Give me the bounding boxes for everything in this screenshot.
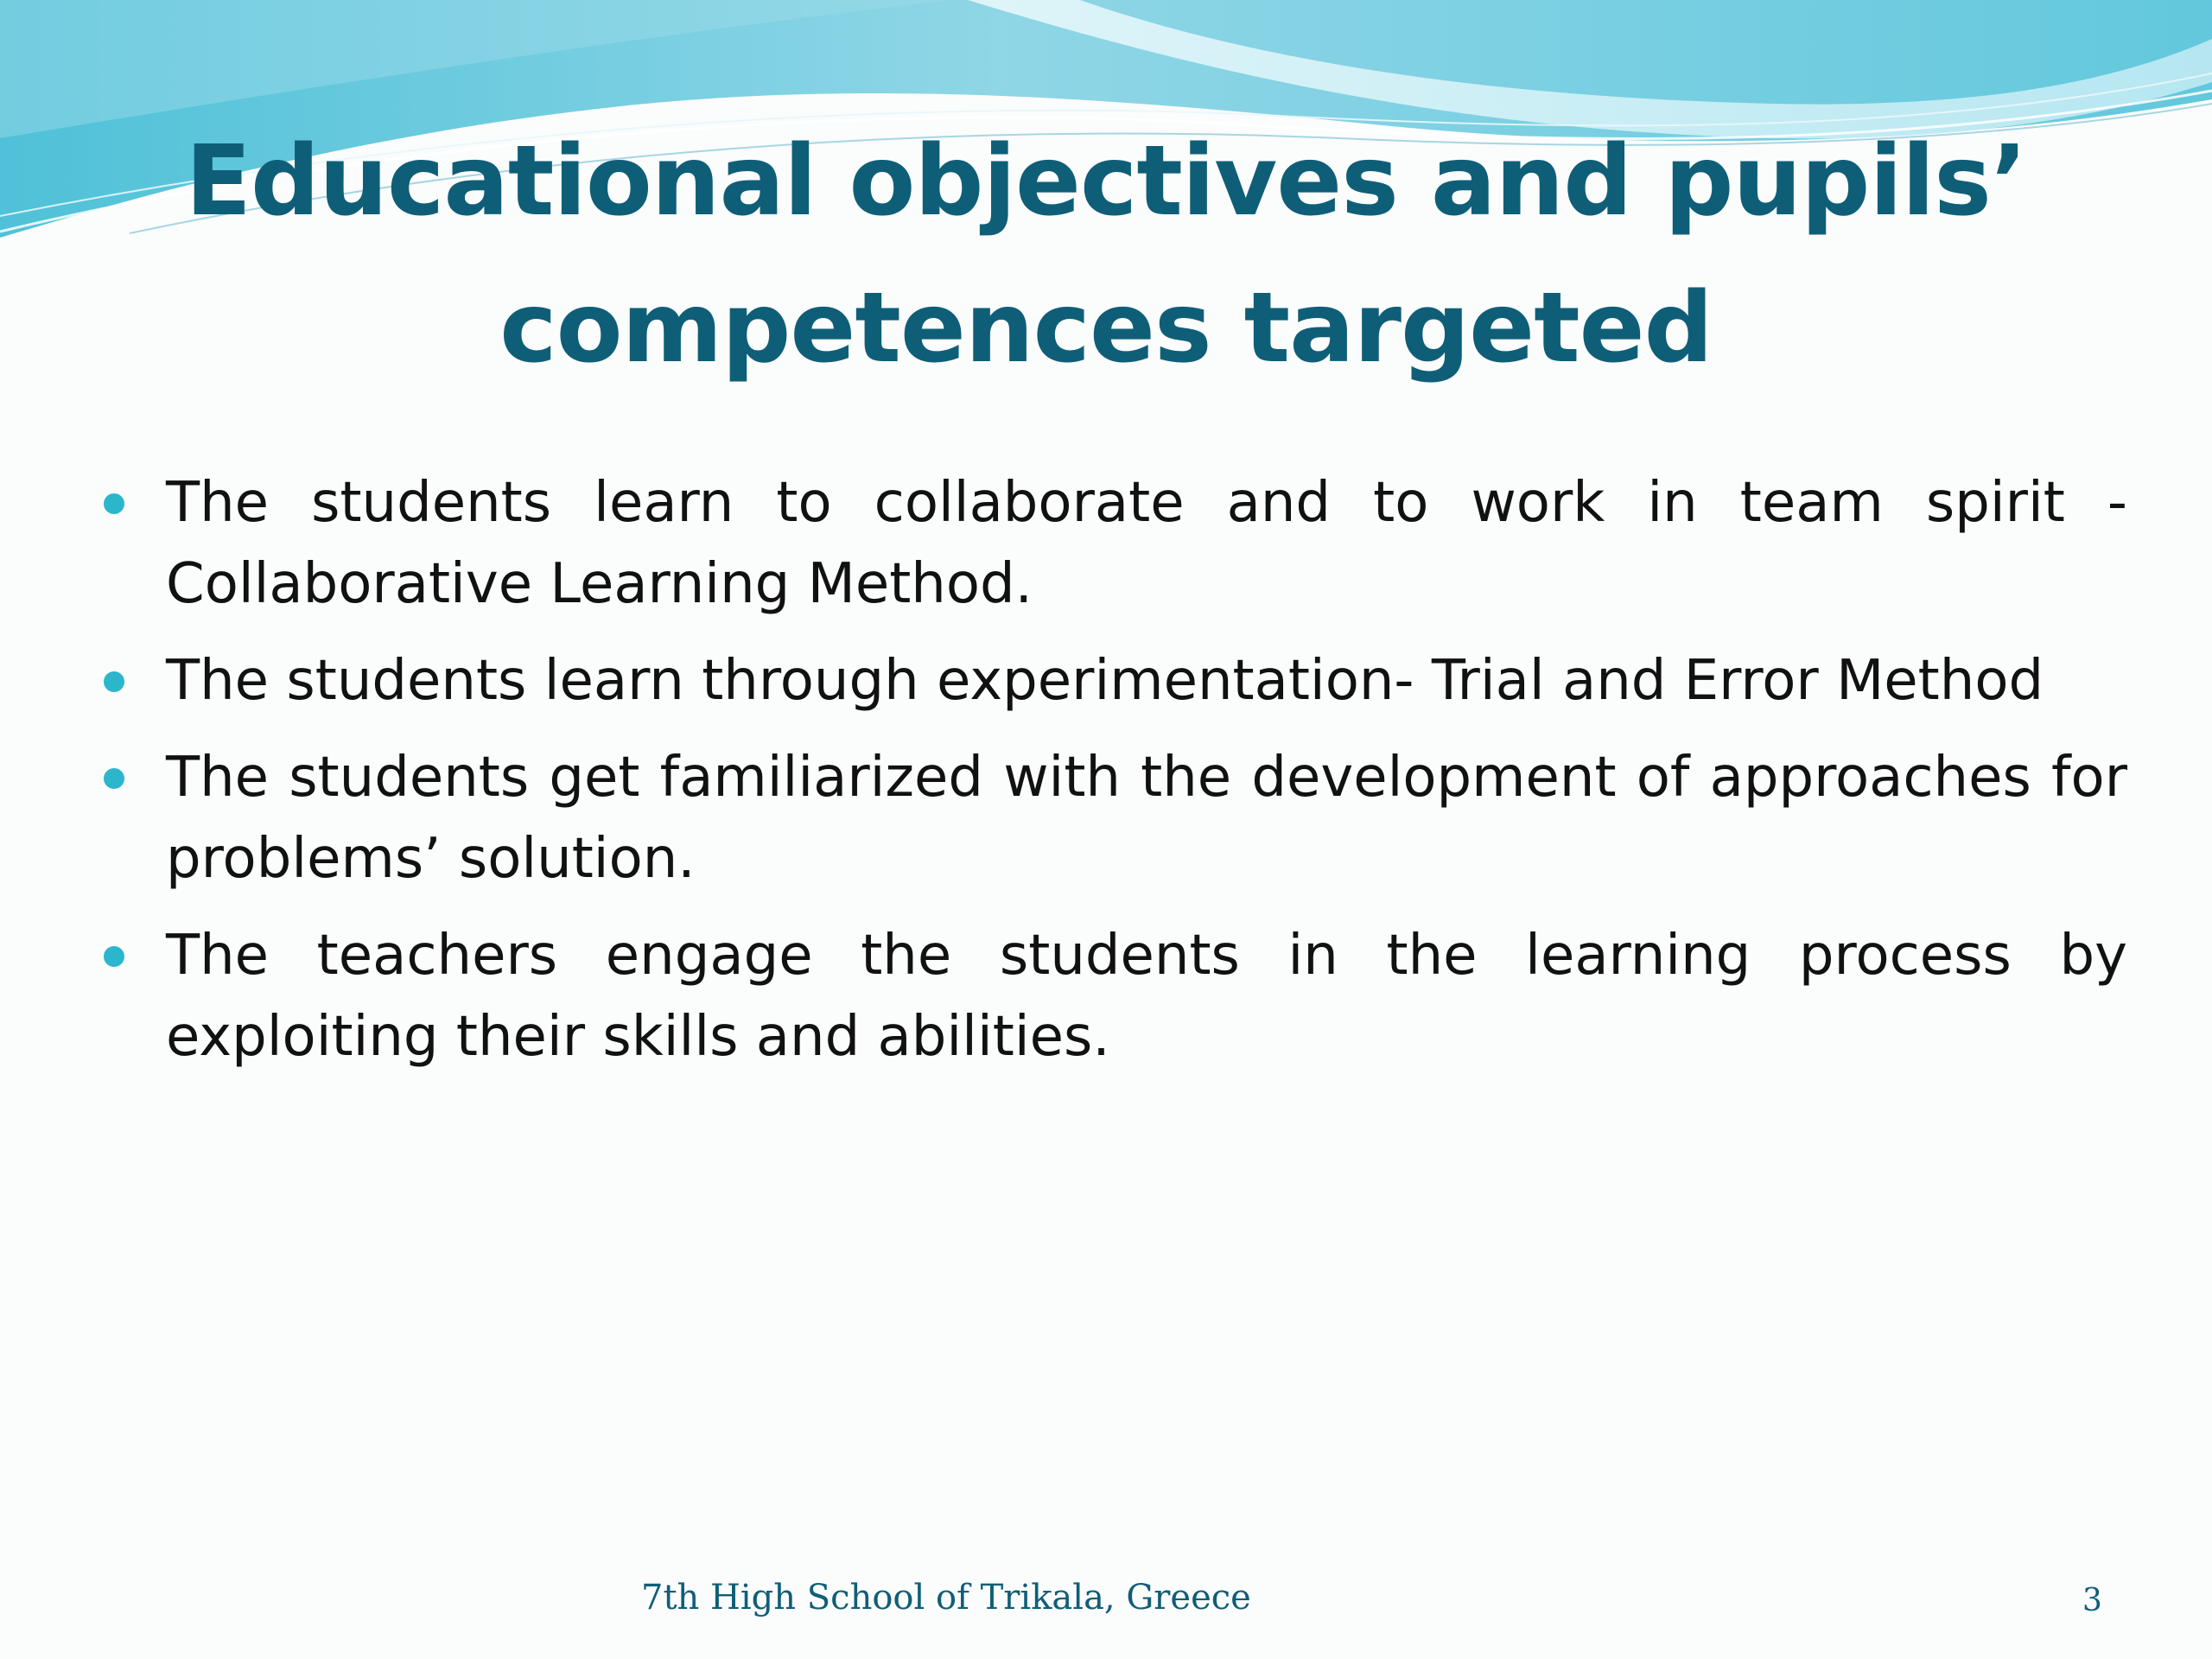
bullet-item: [166, 640, 2127, 721]
bullet-item: [166, 737, 2127, 899]
slide-footer: 7th High School of Trikala, Greece: [641, 1578, 1251, 1618]
bullet-text: The students learn to collaborate and to work in team spirit - Collaborative Learning Method.: [166, 471, 2127, 616]
slide-number: 3: [2082, 1583, 2102, 1618]
bullet-dot-icon: [104, 946, 124, 967]
bullet-dot-icon: [104, 768, 124, 789]
bullet-item: [166, 462, 2127, 625]
bullet-dot-icon: [104, 493, 124, 514]
bullet-text: The teachers engage the students in the learning process by exploiting their skills and abilities.: [166, 924, 2127, 1069]
bullet-dot-icon: [104, 671, 124, 692]
slide-title: Educational objectives and pupils’ competences targeted: [185, 125, 2027, 385]
bullet-list: [166, 462, 2127, 1093]
bullet-item: [166, 915, 2127, 1077]
bullet-text: The students get familiarized with the development of approaches for problems’ solution.: [166, 746, 2127, 891]
bullet-text: The students learn through experimentation- Trial and Error Method: [166, 649, 2044, 713]
